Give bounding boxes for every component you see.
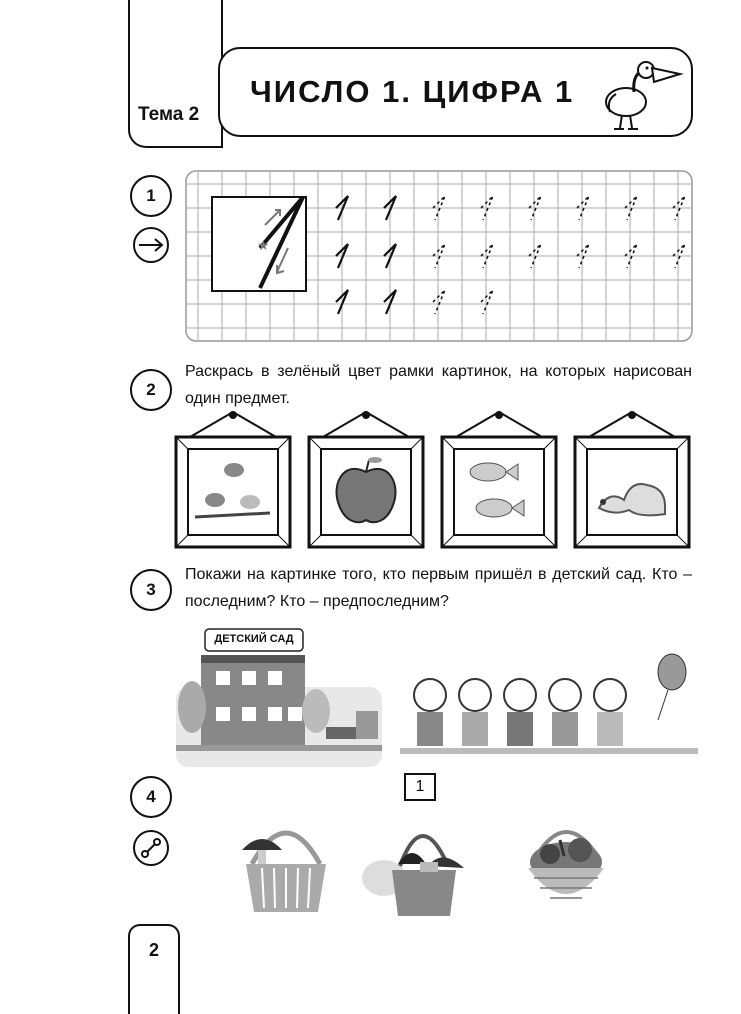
arrow-right-icon bbox=[133, 227, 169, 263]
connect-line-icon bbox=[133, 830, 169, 866]
child-head bbox=[459, 679, 491, 711]
kindergarten-image bbox=[176, 627, 386, 769]
task-2-number: 2 bbox=[130, 369, 172, 411]
kindergarten-sign: ДЕТСКИЙ САД bbox=[214, 633, 294, 645]
task-4-number: 4 bbox=[130, 776, 172, 818]
frame-fish[interactable] bbox=[442, 411, 556, 547]
child-body bbox=[597, 712, 623, 746]
frame-caterpillar[interactable] bbox=[575, 411, 689, 547]
child-head bbox=[504, 679, 536, 711]
child-head bbox=[414, 679, 446, 711]
child-body bbox=[552, 712, 578, 746]
child-body bbox=[417, 712, 443, 746]
task-1-number: 1 bbox=[130, 175, 172, 217]
writing-grid[interactable] bbox=[185, 170, 693, 342]
basket-many-mushrooms[interactable] bbox=[360, 816, 470, 920]
topic-label: Тема 2 bbox=[138, 104, 200, 125]
page-title: ЧИСЛО 1. ЦИФРА 1 bbox=[250, 74, 575, 109]
children-image bbox=[400, 650, 698, 762]
basket-one-mushroom[interactable] bbox=[238, 808, 334, 916]
basket-full[interactable] bbox=[520, 810, 612, 910]
task-3-number: 3 bbox=[130, 569, 172, 611]
task-2-text: Раскрась в зелёный цвет рамки картинок, на которых нарисован один предмет. bbox=[185, 363, 692, 407]
svg-text:★: ★ bbox=[257, 237, 270, 253]
child-head bbox=[549, 679, 581, 711]
frame-apple[interactable] bbox=[309, 411, 423, 547]
picture-frames bbox=[170, 410, 695, 555]
child-head bbox=[594, 679, 626, 711]
frame-birds[interactable] bbox=[176, 411, 290, 547]
task-3-text: Покажи на картинке того, кто первым пришёл в детский сад. Кто – последним? Кто – предпоследним? bbox=[185, 566, 692, 610]
page-number: 2 bbox=[128, 924, 180, 1014]
pelican-icon bbox=[596, 52, 686, 134]
child-body bbox=[507, 712, 533, 746]
child-body bbox=[462, 712, 488, 746]
answer-box[interactable]: 1 bbox=[404, 773, 436, 801]
